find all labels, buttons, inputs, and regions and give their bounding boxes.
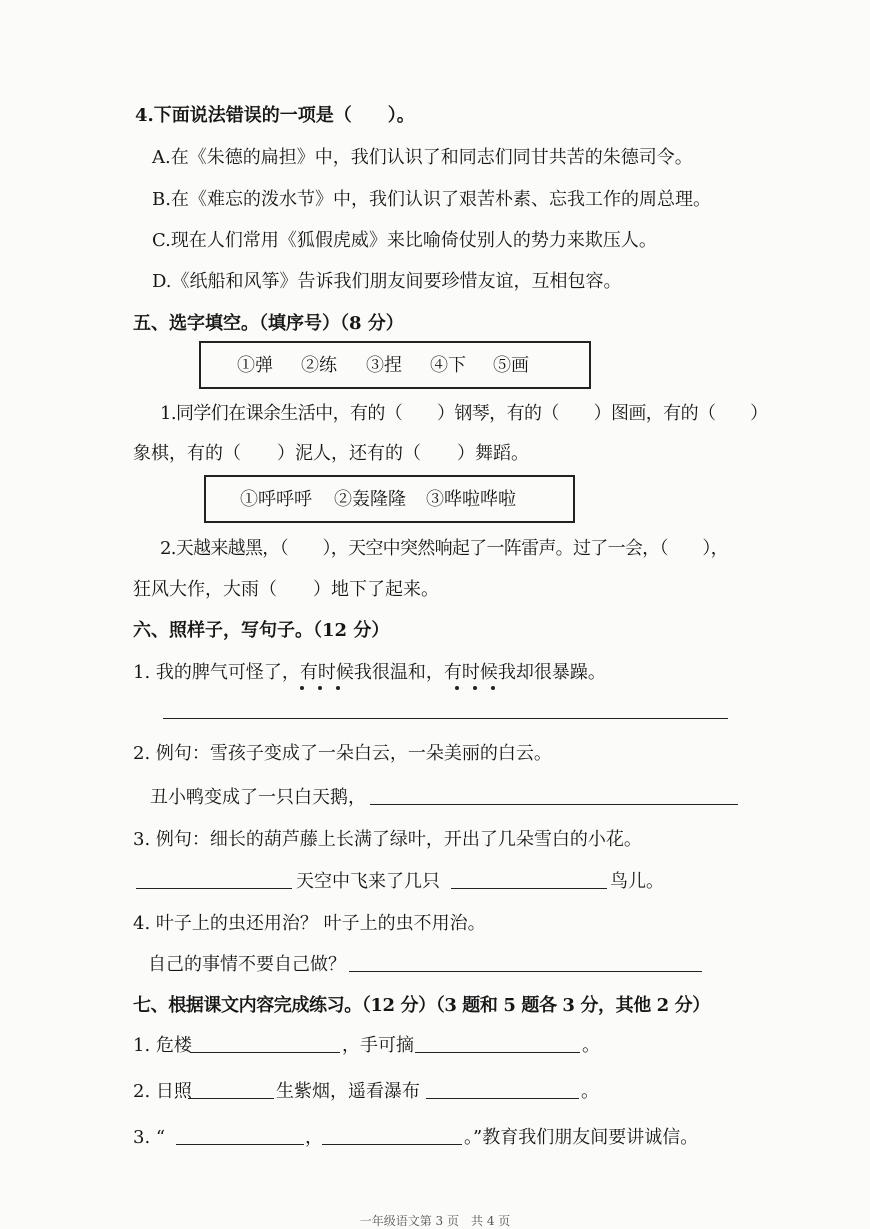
choice-2: ②轰隆隆 bbox=[334, 489, 406, 510]
question-4-stem: 4.下面说法错误的一项是（ ）。 bbox=[135, 105, 415, 126]
s7-q1-c: 。 bbox=[582, 1035, 600, 1056]
section-6-title: 六、照样子，写句子。（12 分） bbox=[133, 620, 390, 641]
emphasis-dot bbox=[491, 686, 495, 690]
answer-line-s6-q3-b[interactable] bbox=[451, 888, 607, 889]
option-b: B.在《难忘的泼水节》中，我们认识了艰苦朴素、忘我工作的周总理。 bbox=[152, 189, 711, 210]
s7-q2-a: 2. 日照 bbox=[133, 1081, 192, 1102]
s7-q3-c: 。”教育我们朋友间要讲诚信。 bbox=[464, 1127, 699, 1148]
choice-4: ④下 bbox=[430, 355, 466, 376]
answer-line-s7-q2-a[interactable] bbox=[188, 1098, 274, 1099]
section-5-title: 五、选字填空。（填序号）（8 分） bbox=[133, 313, 404, 334]
s7-q3-a: 3. “ bbox=[133, 1127, 166, 1148]
answer-line-s7-q2-b[interactable] bbox=[426, 1098, 579, 1099]
answer-line-s7-q3-a[interactable] bbox=[176, 1144, 304, 1145]
option-c: C.现在人们常用《狐假虎威》来比喻倚仗别人的势力来欺压人。 bbox=[152, 230, 657, 251]
choice-5: ⑤画 bbox=[493, 355, 529, 376]
s5-q1-line1: 1.同学们在课余生活中，有的（ ）钢琴，有的（ ）图画，有的（ ） bbox=[160, 403, 768, 424]
answer-line-s6-q1[interactable] bbox=[163, 718, 728, 719]
answer-line-s6-q4[interactable] bbox=[349, 971, 702, 972]
answer-line-s7-q1-b[interactable] bbox=[415, 1052, 580, 1053]
emphasis-dot bbox=[318, 686, 322, 690]
emphasis-dot bbox=[300, 686, 304, 690]
char-choice-box-2 bbox=[204, 475, 575, 523]
emphasis-dot bbox=[473, 686, 477, 690]
section-7-title: 七、根据课文内容完成练习。（12 分）（3 题和 5 题各 3 分，其他 2 分） bbox=[133, 995, 710, 1016]
char-choice-box-1 bbox=[199, 341, 591, 389]
page-footer: 一年级语文第 3 页 共 4 页 bbox=[359, 1214, 511, 1228]
choice-1: ①呼呼呼 bbox=[240, 489, 312, 510]
s6-q2-fill-label: 丑小鸭变成了一只白天鹅， bbox=[150, 787, 366, 808]
answer-line-s6-q3-a[interactable] bbox=[136, 888, 292, 889]
s6-q2-example: 2. 例句：雪孩子变成了一朵白云，一朵美丽的白云。 bbox=[133, 743, 552, 764]
s5-q2-line2: 狂风大作，大雨（ ）地下了起来。 bbox=[133, 579, 439, 600]
s7-q2-c: 。 bbox=[581, 1081, 599, 1102]
s7-q2-b: 生紫烟，遥看瀑布 bbox=[276, 1081, 420, 1102]
option-d: D.《纸船和风筝》告诉我们朋友间要珍惜友谊，互相包容。 bbox=[152, 271, 622, 292]
answer-line-s7-q1-a[interactable] bbox=[190, 1052, 340, 1053]
emphasis-dot bbox=[455, 686, 459, 690]
s6-q4-example: 4. 叶子上的虫还用治？ 叶子上的虫不用治。 bbox=[133, 913, 486, 934]
answer-line-s6-q2[interactable] bbox=[370, 804, 738, 805]
choice-2: ②练 bbox=[301, 355, 337, 376]
choice-3: ③捏 bbox=[366, 355, 402, 376]
s7-q1-a: 1. 危楼 bbox=[133, 1035, 192, 1056]
s7-q3-b: ， bbox=[305, 1127, 323, 1148]
s6-q3-example: 3. 例句：细长的葫芦藤上长满了绿叶，开出了几朵雪白的小花。 bbox=[133, 829, 642, 850]
emphasis-dot bbox=[336, 686, 340, 690]
s6-q4-fill-label: 自己的事情不要自己做？ bbox=[148, 954, 346, 975]
s6-q1: 1. 我的脾气可怪了，有时候我很温和，有时候我却很暴躁。 bbox=[133, 662, 606, 683]
answer-line-s7-q3-b[interactable] bbox=[322, 1144, 462, 1145]
choice-3: ③哗啦哗啦 bbox=[426, 489, 516, 510]
s5-q1-line2: 象棋，有的（ ）泥人，还有的（ ）舞蹈。 bbox=[133, 443, 529, 464]
choice-1: ①弹 bbox=[237, 355, 273, 376]
s5-q2-line1: 2.天越来越黑，（ ），天空中突然响起了一阵雷声。过了一会，（ ）， bbox=[160, 538, 728, 559]
s7-q1-b: ，手可摘 bbox=[342, 1035, 414, 1056]
option-a: A.在《朱德的扁担》中，我们认识了和同志们同甘共苦的朱德司令。 bbox=[152, 147, 693, 168]
s6-q3-mid: 天空中飞来了几只 bbox=[296, 871, 440, 892]
s6-q3-end: 鸟儿。 bbox=[610, 871, 664, 892]
